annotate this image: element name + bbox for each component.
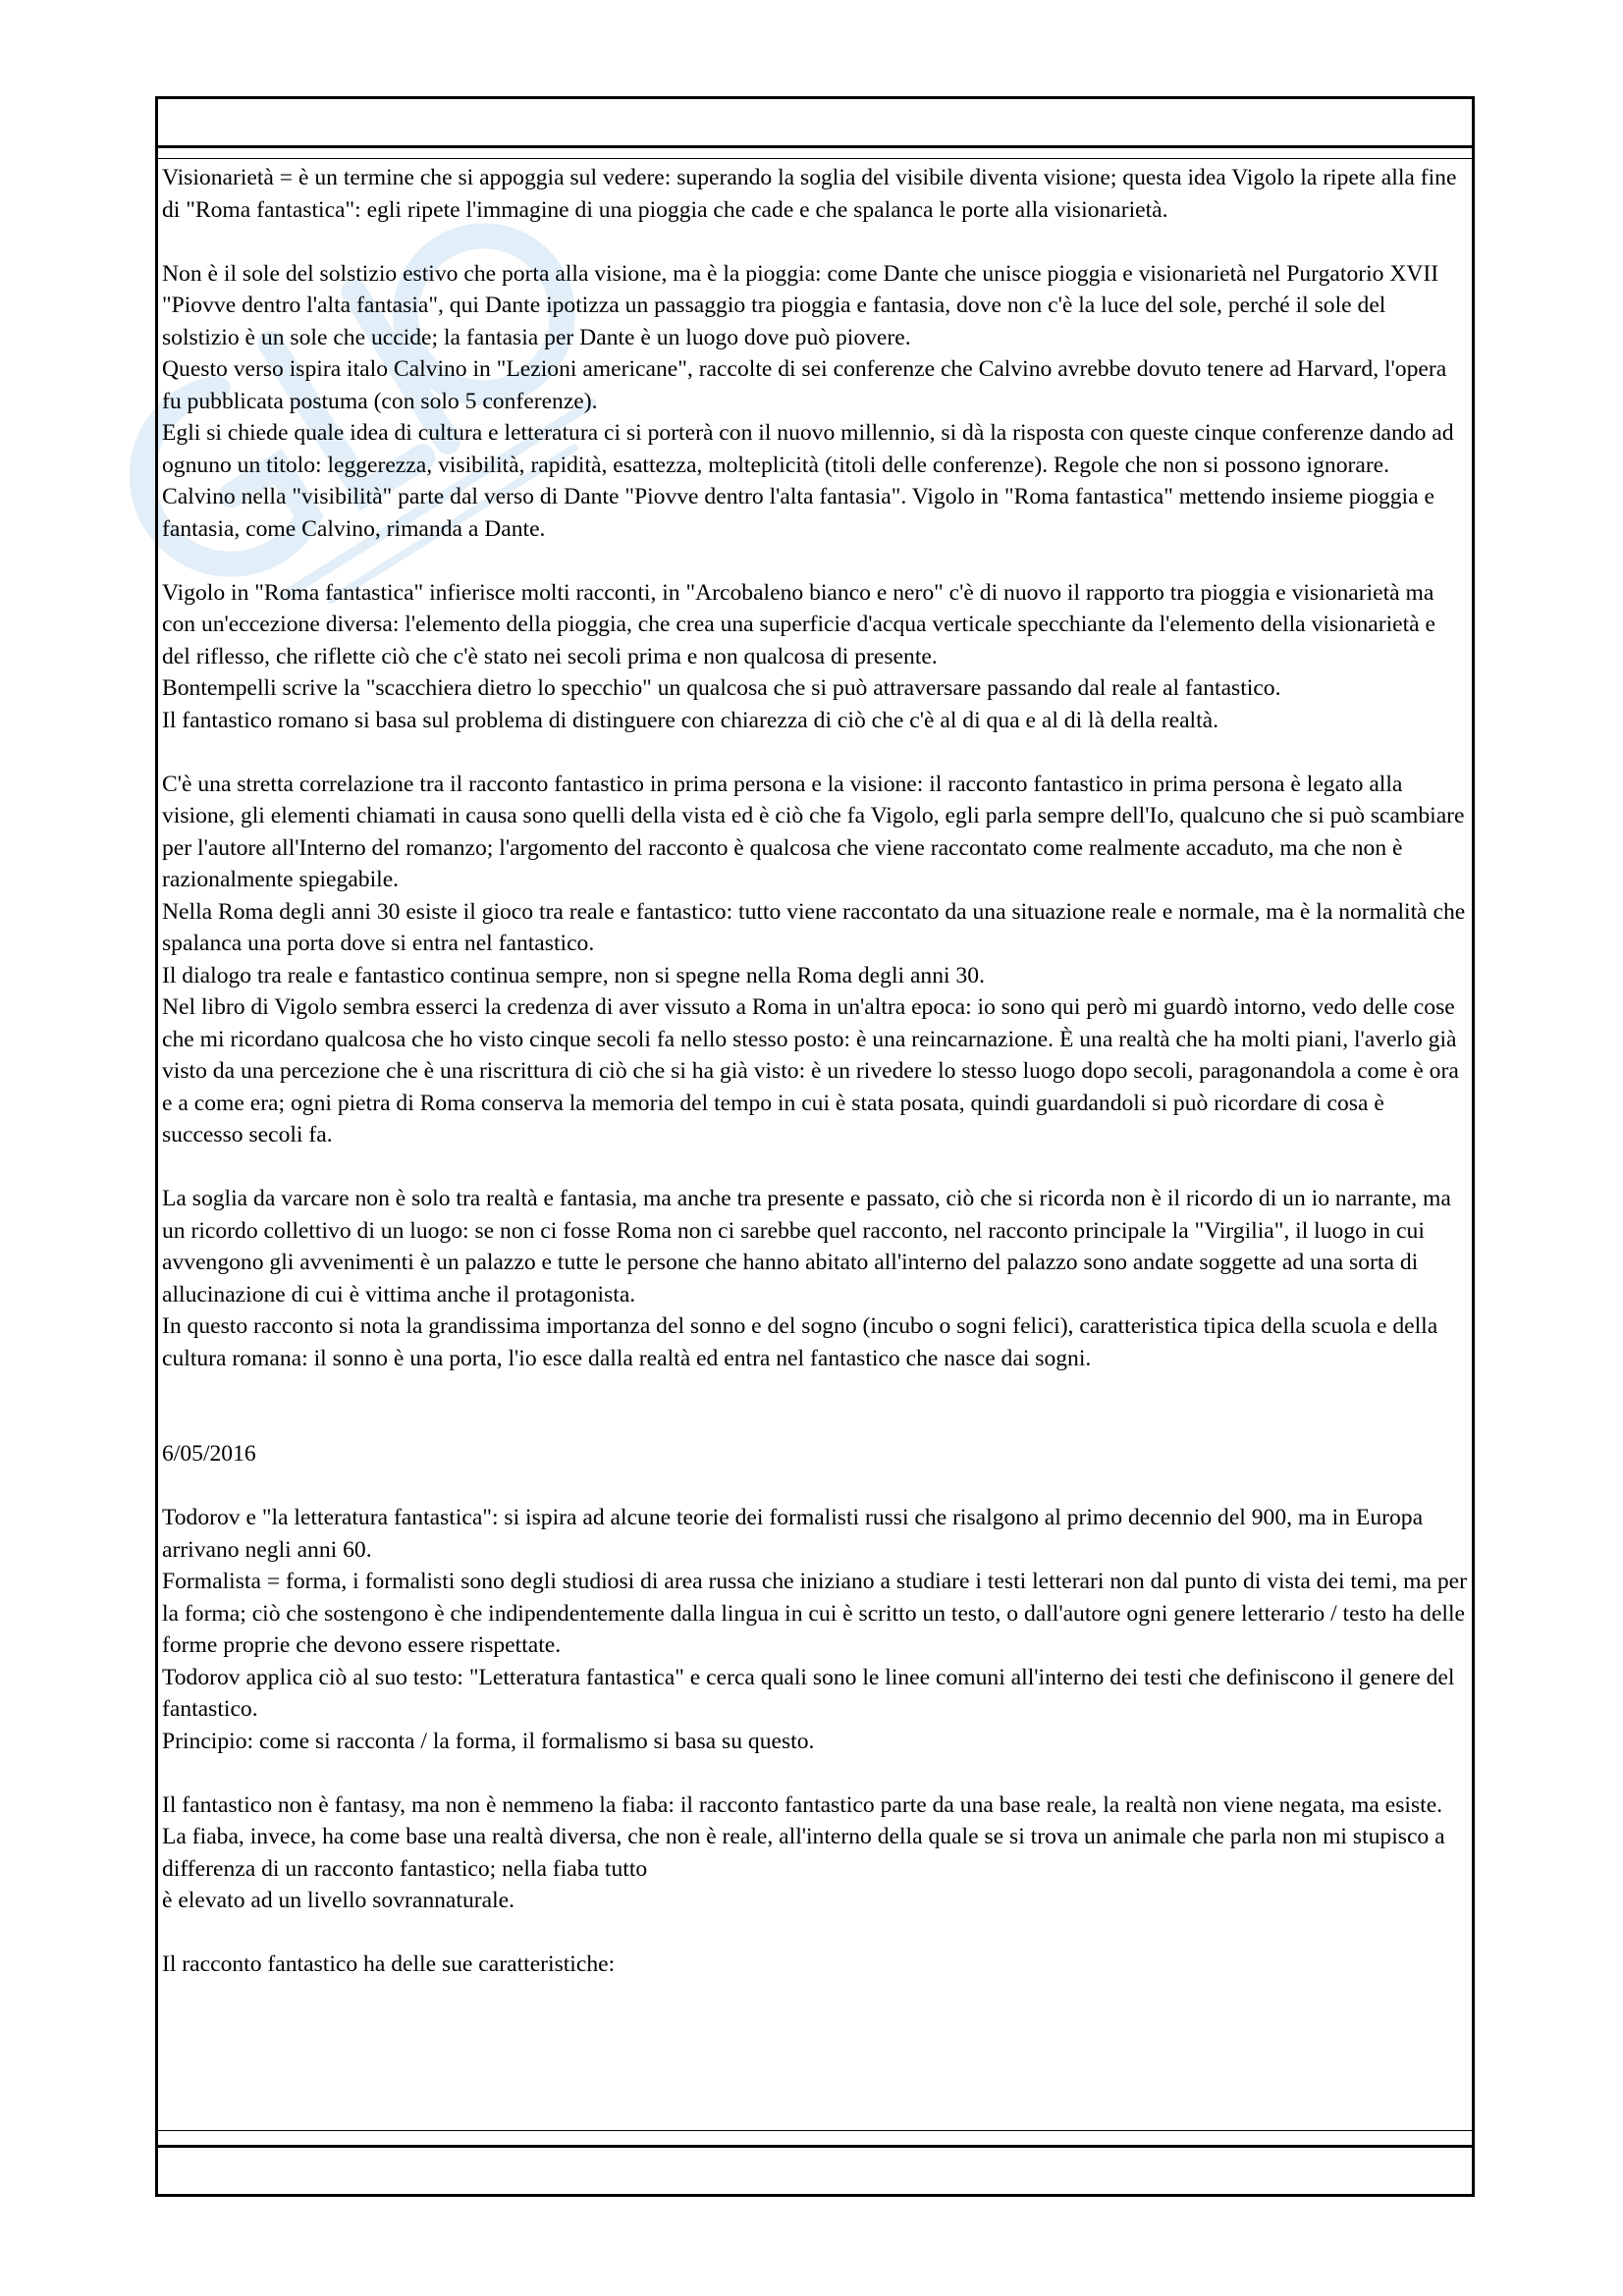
paragraph: La soglia da varcare non è solo tra realtà e fantasia, ma anche tra presente e passato, ciò che si ricorda non è il ricordo di un io narrante, ma un ricordo collettivo di un luogo: se non ci fosse Roma non ci sarebbe quel racconto, nel racconto principale la "Virgilia", il luogo in cui avvengono gli avvenimenti è un palazzo e tutte le persone che hanno abitato all'interno del palazzo sono andate soggette ad una sorta di allucinazione di cui è vittima anche il protagonista. (162, 1186, 1451, 1308)
document-body (158, 158, 1472, 2131)
paragraph: Todorov e "la letteratura fantastica": si ispira ad alcune teorie dei formalisti russi che risalgono al primo decennio del 900, ma in Europa arrivano negli anni 60. (162, 1505, 1424, 1563)
footer-box (158, 2145, 1472, 2194)
header-box (158, 99, 1472, 148)
paragraph: Todorov applica ciò al suo testo: "Letteratura fantastica" e cerca quali sono le linee comuni all'interno dei testi che definiscono il genere del fantastico. (162, 1664, 1455, 1722)
paragraph: Vigolo in "Roma fantastica" infierisce molti racconti, in "Arcobaleno bianco e nero" c'è di nuovo il rapporto tra pioggia e visionarietà ma con un'eccezione diversa: l'elemento della pioggia, che crea una superficie d'acqua verticale specchiante da l'elemento della visionarietà e del riflesso, che riflette ciò che c'è stato nei secoli prima e non qualcosa di presente. (162, 579, 1435, 669)
page-frame (155, 96, 1475, 2197)
paragraph: Questo verso ispira italo Calvino in "Lezioni americane", raccolte di sei conferenze che Calvino avrebbe dovuto tenere ad Harvard, l'opera fu pubblicata postuma (con solo 5 conferenze). (162, 356, 1447, 414)
paragraph: Bontempelli scrive la "scacchiera dietro lo specchio" un qualcosa che si può attraversare passando dal reale al fantastico. (162, 675, 1281, 701)
paragraph: Formalista = forma, i formalisti sono degli studiosi di area russa che iniziano a studiare i testi letterari non dal punto di vista dei temi, ma per la forma; ciò che sostengono è che indipendentemente dalla lingua in cui è scritto un testo, o dall'autore ogni genere letterario / testo ha delle forme proprie che devono essere rispettate. (162, 1569, 1467, 1658)
paragraph: Nel libro di Vigolo sembra esserci la credenza di aver vissuto a Roma in un'altra epoca: io sono qui però mi guardò intorno, vedo delle cose che mi ricordano qualcosa che ho visto cinque secoli fa nello stesso posto: è una reincarnazione. È una realtà che ha molti piani, l'averlo già visto da una percezione che è una riscrittura di ciò che si ha già visto: è un rivedere lo stesso luogo dopo secoli, paragonandola a come è ora e a come era; ogni pietra di Roma conserva la memoria del tempo in cui è stata posata, quindi guardandoli si può ricordare di cosa è successo secoli fa. (162, 994, 1459, 1148)
paragraph: Egli si chiede quale idea di cultura e letteratura ci si porterà con il nuovo millennio, si dà la risposta con queste cinque conferenze dando ad ognuno un titolo: leggerezza, visibilità, rapidità, esattezza, molteplicità (titoli delle conferenze). Regole che non si possono ignorare. Calvino nella "visibilità" parte dal verso di Dante "Piovve dentro l'alta fantasia". Vigolo in "Roma fantastica" mettendo insieme pioggia e fantasia, come Calvino, rimanda a Dante. (162, 420, 1454, 542)
paragraph: Nella Roma degli anni 30 esiste il gioco tra reale e fantastico: tutto viene raccontato da una situazione reale e normale, ma è la normalità che spalanca una porta dove si entra nel fantastico. (162, 898, 1466, 956)
paragraph: Principio: come si racconta / la forma, il formalismo si basa su questo. (162, 1728, 815, 1754)
paragraph: Non è il sole del solstizio estivo che porta alla visione, ma è la pioggia: come Dante che unisce pioggia e visionarietà nel Purgatorio XVII "Piovve dentro l'alta fantasia", qui Dante ipotizza un passaggio tra pioggia e fantasia, dove non c'è la luce del sole, perché il sole del solstizio è un sole che uccide; la fantasia per Dante è un luogo dove può piovere. (162, 260, 1439, 350)
paragraph: Visionarietà = è un termine che si appoggia sul vedere: superando la soglia del visibile diventa visione; questa idea Vigolo la ripete alla fine di "Roma fantastica": egli ripete l'immagine di una pioggia che cade e che spalanca le porte alla visionarietà. (162, 165, 1457, 223)
paragraph: Il dialogo tra reale e fantastico continua sempre, non si spegne nella Roma degli anni 30. (162, 962, 985, 988)
paragraph: Il fantastico non è fantasy, ma non è nemmeno la fiaba: il racconto fantastico parte da una base reale, la realtà non viene negata, ma esiste. (162, 1791, 1443, 1818)
paragraph: In questo racconto si nota la grandissima importanza del sonno e del sogno (incubo o sogni felici), caratteristica tipica della scuola e della cultura romana: il sonno è una porta, l'io esce dalla realtà ed entra nel fantastico che nasce dai sogni. (162, 1313, 1438, 1371)
paragraph: Il fantastico romano si basa sul problema di distinguere con chiarezza di ciò che c'è al di qua e al di là della realtà. (162, 707, 1219, 733)
paragraph: C'è una stretta correlazione tra il racconto fantastico in prima persona e la visione: il racconto fantastico in prima persona è legato alla visione, gli elementi chiamati in causa sono quelli della vista ed è ciò che fa Vigolo, egli parla sempre dell'Io, qualcuno che si può scambiare per l'autore all'Interno del romanzo; l'argomento del racconto è qualcosa che viene raccontato come realmente accaduto, ma che non è razionalmente spiegabile. (162, 771, 1465, 892)
paragraph: Il racconto fantastico ha delle sue caratteristiche: (162, 1951, 616, 1977)
paragraph: è elevato ad un livello sovrannaturale. (162, 1888, 515, 1913)
paragraph: La fiaba, invece, ha come base una realtà diversa, che non è reale, all'interno della quale se si trova un animale che parla non mi stupisco a differenza di un racconto fantastico; nella fiaba tutto (162, 1824, 1445, 1882)
date-heading: 6/05/2016 (162, 1441, 256, 1467)
